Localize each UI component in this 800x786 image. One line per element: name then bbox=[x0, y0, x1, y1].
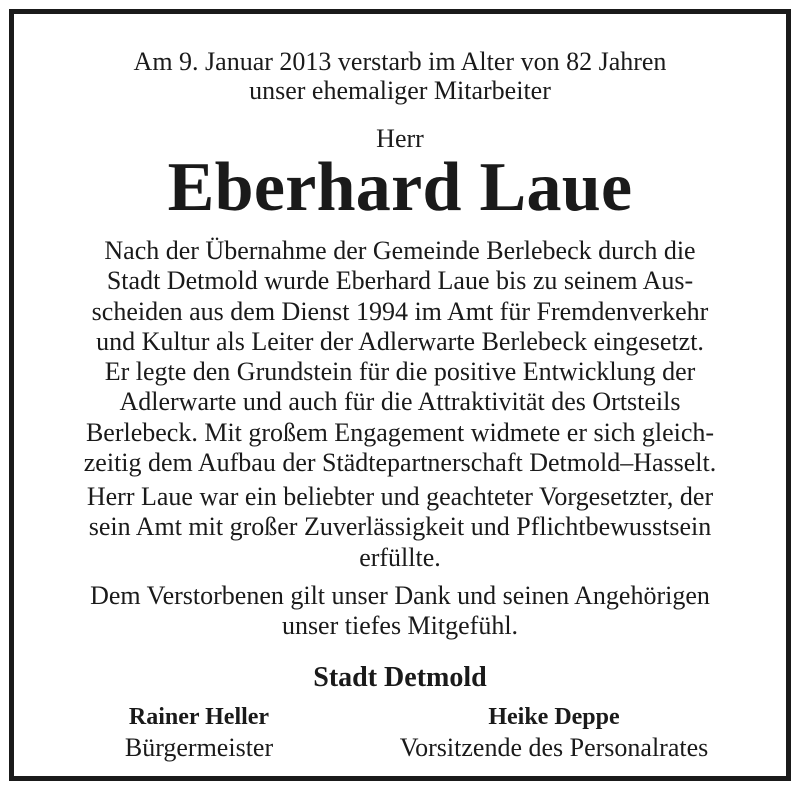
paragraph-line: zeitig dem Aufbau der Städtepartnerschaft Detmold–Hasselt. bbox=[83, 448, 717, 478]
paragraph-line: Er legte den Grundstein für die positive Entwicklung der bbox=[104, 357, 696, 387]
deceased-name: Eberhard Laue bbox=[167, 149, 633, 226]
paragraph-line: Nach der Übernahme der Gemeinde Berlebeck durch die bbox=[104, 236, 696, 265]
signatory-title: Vorsitzende des Personalrates bbox=[399, 733, 709, 762]
paragraph-line: und Kultur als Leiter der Adlerwarte Berlebeck eingesetzt. bbox=[96, 326, 704, 356]
paragraph-line: unser tiefes Mitgefühl. bbox=[281, 611, 519, 641]
organization-name: Stadt Detmold bbox=[313, 662, 487, 693]
intro-line: unser ehemaliger Mitarbeiter bbox=[249, 76, 551, 105]
paragraph-line: sein Amt mit großer Zuverlässigkeit und Pflichtbewusstsein bbox=[88, 512, 712, 542]
paragraph-line: Dem Verstorbenen gilt unser Dank und seinen Angehörigen bbox=[90, 581, 710, 610]
paragraph-line: Stadt Detmold wurde Eberhard Laue bis zu seinem Aus- bbox=[106, 266, 694, 296]
obituary-notice bbox=[9, 9, 791, 781]
signatory-name: Rainer Heller bbox=[128, 704, 270, 730]
tribute-paragraph bbox=[14, 482, 786, 573]
condolence-paragraph bbox=[14, 581, 786, 642]
paragraph-line: Herr Laue war ein beliebter und geachteter Vorgesetzter, der bbox=[86, 482, 714, 511]
paragraph-line: Adlerwarte und auch für die Attraktivität des Ortsteils bbox=[119, 387, 681, 417]
signatory-title: Bürgermeister bbox=[124, 733, 274, 762]
biography-paragraph bbox=[14, 236, 786, 478]
intro-text bbox=[14, 47, 786, 105]
signatory-mayor bbox=[74, 702, 324, 764]
salutation: Herr bbox=[376, 124, 424, 153]
signatory-name: Heike Deppe bbox=[488, 704, 620, 730]
paragraph-line: Berlebeck. Mit großem Engagement widmete er sich gleich- bbox=[85, 417, 715, 447]
paragraph-line: erfüllte. bbox=[359, 542, 441, 572]
intro-line: Am 9. Januar 2013 verstarb im Alter von 82 Jahren bbox=[133, 47, 667, 76]
paragraph-line: scheiden aus dem Dienst 1994 im Amt für Fremdenverkehr bbox=[91, 296, 709, 326]
signatory-staff-council bbox=[364, 702, 744, 764]
